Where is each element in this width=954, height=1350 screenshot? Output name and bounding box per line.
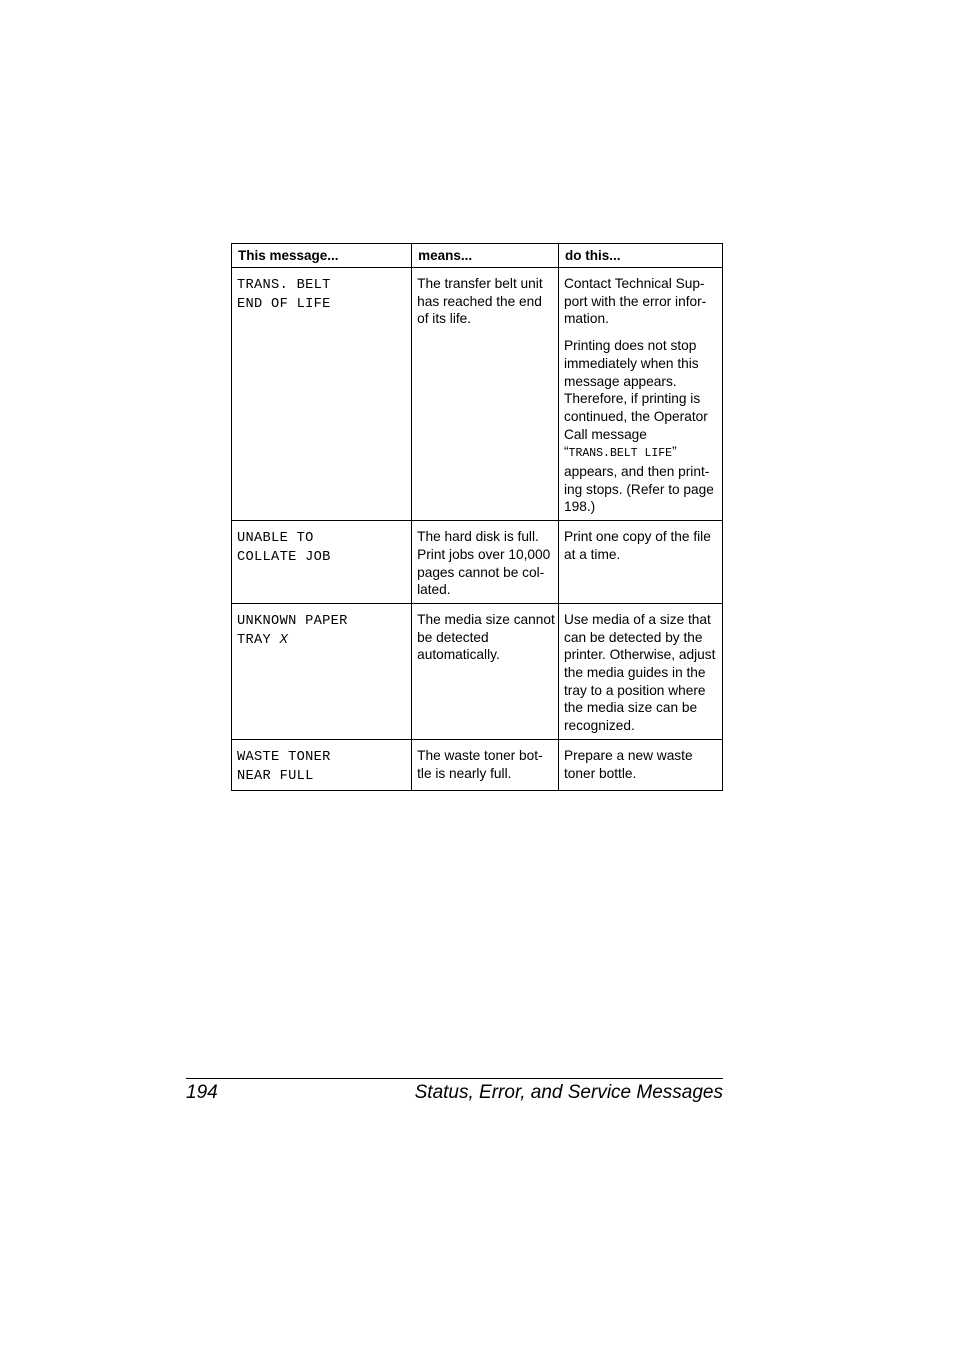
- table-row: [232, 603, 723, 739]
- inline-message-code: TRANS.BELT LIFE: [568, 447, 673, 461]
- footer-divider: [186, 1078, 723, 1079]
- do-cell: [558, 603, 722, 739]
- message-line: NEAR FULL: [237, 768, 314, 784]
- table-row: [232, 268, 723, 521]
- means-cell: [412, 603, 559, 739]
- do-text: Use media of a size that can be detected by the printer. Otherwise, adjust the media guides in the tray to a position where the media size can be recognized.: [563, 611, 716, 734]
- message-code: [232, 268, 411, 318]
- do-paragraph: [564, 337, 719, 516]
- do-paragraph: Contact Technical Sup-port with the error infor-mation.: [563, 276, 707, 327]
- table-row: [232, 521, 723, 604]
- message-cell: [232, 739, 412, 790]
- section-title: Status, Error, and Service Messages: [414, 1082, 723, 1103]
- means-cell: [412, 268, 559, 521]
- means-cell: [412, 739, 559, 790]
- table-row: [232, 739, 723, 790]
- means-cell: [412, 521, 559, 604]
- means-text: The media size cannot be detected automatically.: [417, 611, 555, 663]
- do-text: [559, 268, 722, 520]
- do-text-span: Printing does not stop immediately when this message appears. Therefore, if printing is continued, the Operator Call message “: [563, 338, 708, 460]
- message-line: COLLATE JOB: [237, 550, 331, 566]
- header-message: This message...: [232, 244, 412, 268]
- message-line: TRANS. BELT: [237, 278, 331, 293]
- tray-variable: X: [279, 632, 289, 648]
- header-means: means...: [412, 244, 559, 268]
- do-cell: [558, 268, 722, 521]
- means-text: The waste toner bot-tle is nearly full.: [417, 747, 543, 781]
- message-line: UNABLE TO: [237, 531, 314, 547]
- do-text-span: ” appears, and then print-ing stops. (Refer to page 198.): [563, 444, 714, 515]
- message-line: UNKNOWN PAPER: [237, 613, 348, 629]
- page-number: 194: [186, 1082, 218, 1103]
- do-text: Print one copy of the file at a time.: [563, 529, 711, 562]
- message-code: [232, 521, 411, 571]
- message-cell: [232, 268, 412, 521]
- message-cell: [232, 603, 412, 739]
- message-line: END OF LIFE: [237, 297, 331, 312]
- message-text-span: TRAY: [237, 632, 280, 648]
- header-do: do this...: [558, 244, 722, 268]
- do-cell: [558, 521, 722, 604]
- message-line: WASTE TONER: [237, 749, 331, 765]
- message-cell: [232, 521, 412, 604]
- means-text: The hard disk is full. Print jobs over 10,000 pages cannot be col-lated.: [417, 529, 551, 598]
- do-cell: [558, 739, 722, 790]
- message-line: [237, 631, 408, 650]
- means-text: The transfer belt unit has reached the end of its life.: [417, 276, 543, 327]
- message-code: [232, 604, 411, 654]
- message-code: [232, 740, 411, 790]
- table-header-row: [232, 244, 723, 268]
- do-text: Prepare a new waste toner bottle.: [563, 747, 693, 781]
- messages-table: [231, 243, 723, 791]
